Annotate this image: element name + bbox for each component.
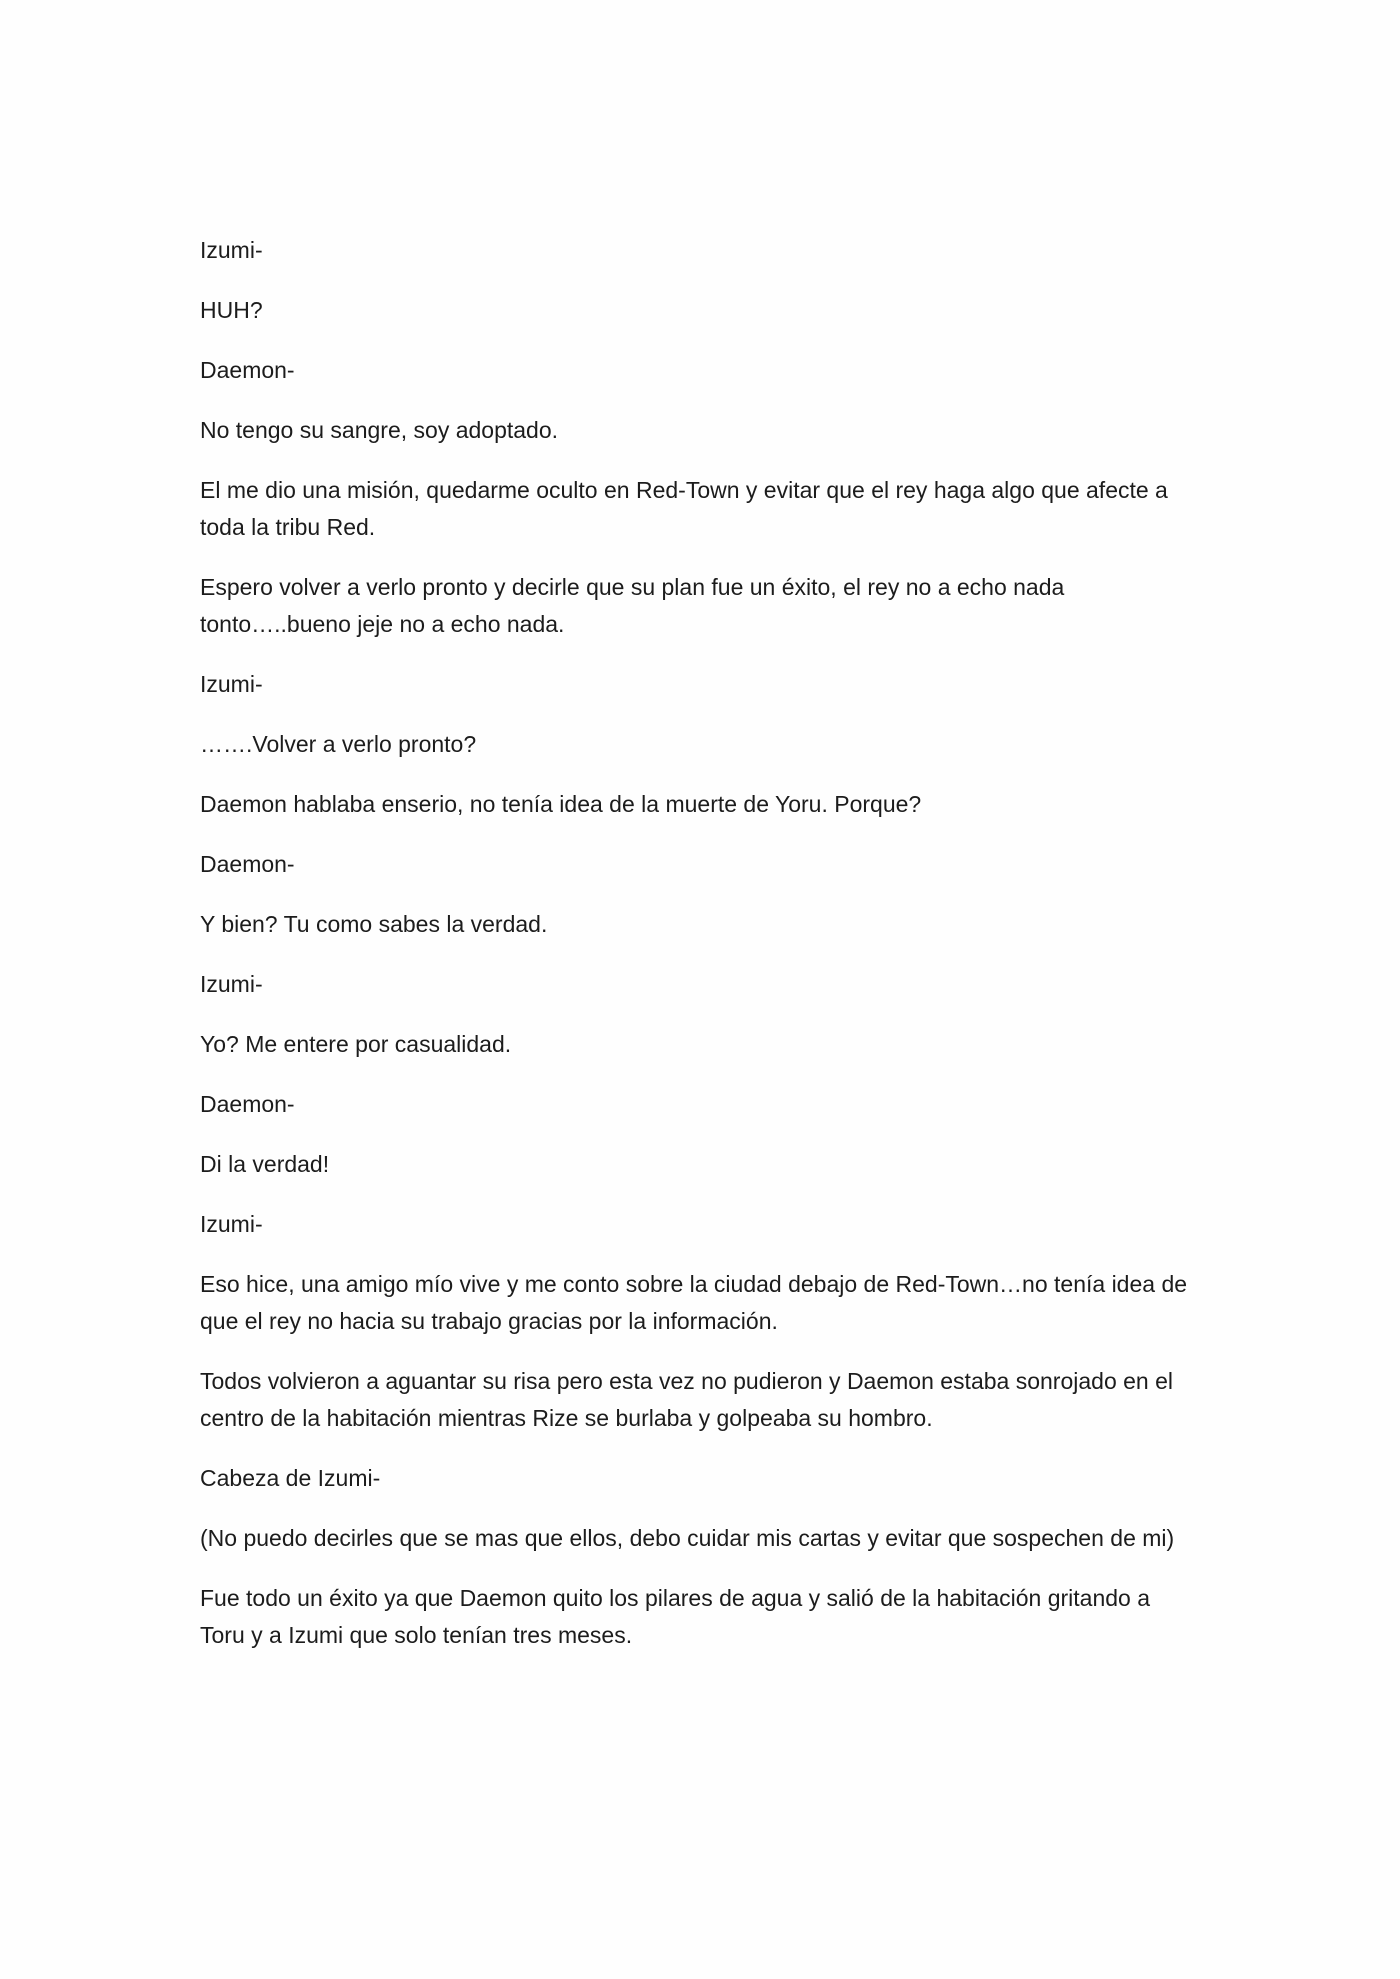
speaker-label: Daemon- (200, 357, 295, 383)
dialogue-line: …….Volver a verlo pronto? (200, 731, 477, 757)
narration-paragraph: Fue todo un éxito ya que Daemon quito los pilares de agua y salió de la habitación gritando a Toru y a Izumi que solo tenían tres meses. (200, 1585, 1151, 1648)
dialogue-line: Di la verdad! (200, 1151, 330, 1177)
dialogue-line: HUH? (200, 297, 263, 323)
dialogue-line: Yo? Me entere por casualidad. (200, 1031, 512, 1057)
speaker-label: Izumi- (200, 971, 263, 997)
speaker-label: Cabeza de Izumi- (200, 1465, 381, 1491)
document-body (200, 232, 1200, 1677)
narration-paragraph: Daemon hablaba enserio, no tenía idea de la muerte de Yoru. Porque? (200, 791, 922, 817)
narration-paragraph: Todos volvieron a aguantar su risa pero esta vez no pudieron y Daemon estaba sonrojado en el centro de la habitación mientras Rize se burlaba y golpeaba su hombro. (200, 1368, 1173, 1431)
speaker-label: Izumi- (200, 237, 263, 263)
dialogue-line: El me dio una misión, quedarme oculto en Red-Town y evitar que el rey haga algo que afecte a toda la tribu Red. (200, 477, 1168, 540)
dialogue-line: Espero volver a verlo pronto y decirle que su plan fue un éxito, el rey no a echo nada tonto…..bueno jeje no a echo nada. (200, 574, 1065, 637)
speaker-label: Daemon- (200, 851, 295, 877)
dialogue-line: No tengo su sangre, soy adoptado. (200, 417, 559, 443)
dialogue-line: Y bien? Tu como sabes la verdad. (200, 911, 548, 937)
thought-line: (No puedo decirles que se mas que ellos, debo cuidar mis cartas y evitar que sospechen de mi) (200, 1525, 1175, 1551)
dialogue-line: Eso hice, una amigo mío vive y me conto sobre la ciudad debajo de Red-Town…no tenía idea de que el rey no hacia su trabajo gracias por la información. (200, 1271, 1188, 1334)
speaker-label: Izumi- (200, 1211, 263, 1237)
speaker-label: Daemon- (200, 1091, 295, 1117)
speaker-label: Izumi- (200, 671, 263, 697)
